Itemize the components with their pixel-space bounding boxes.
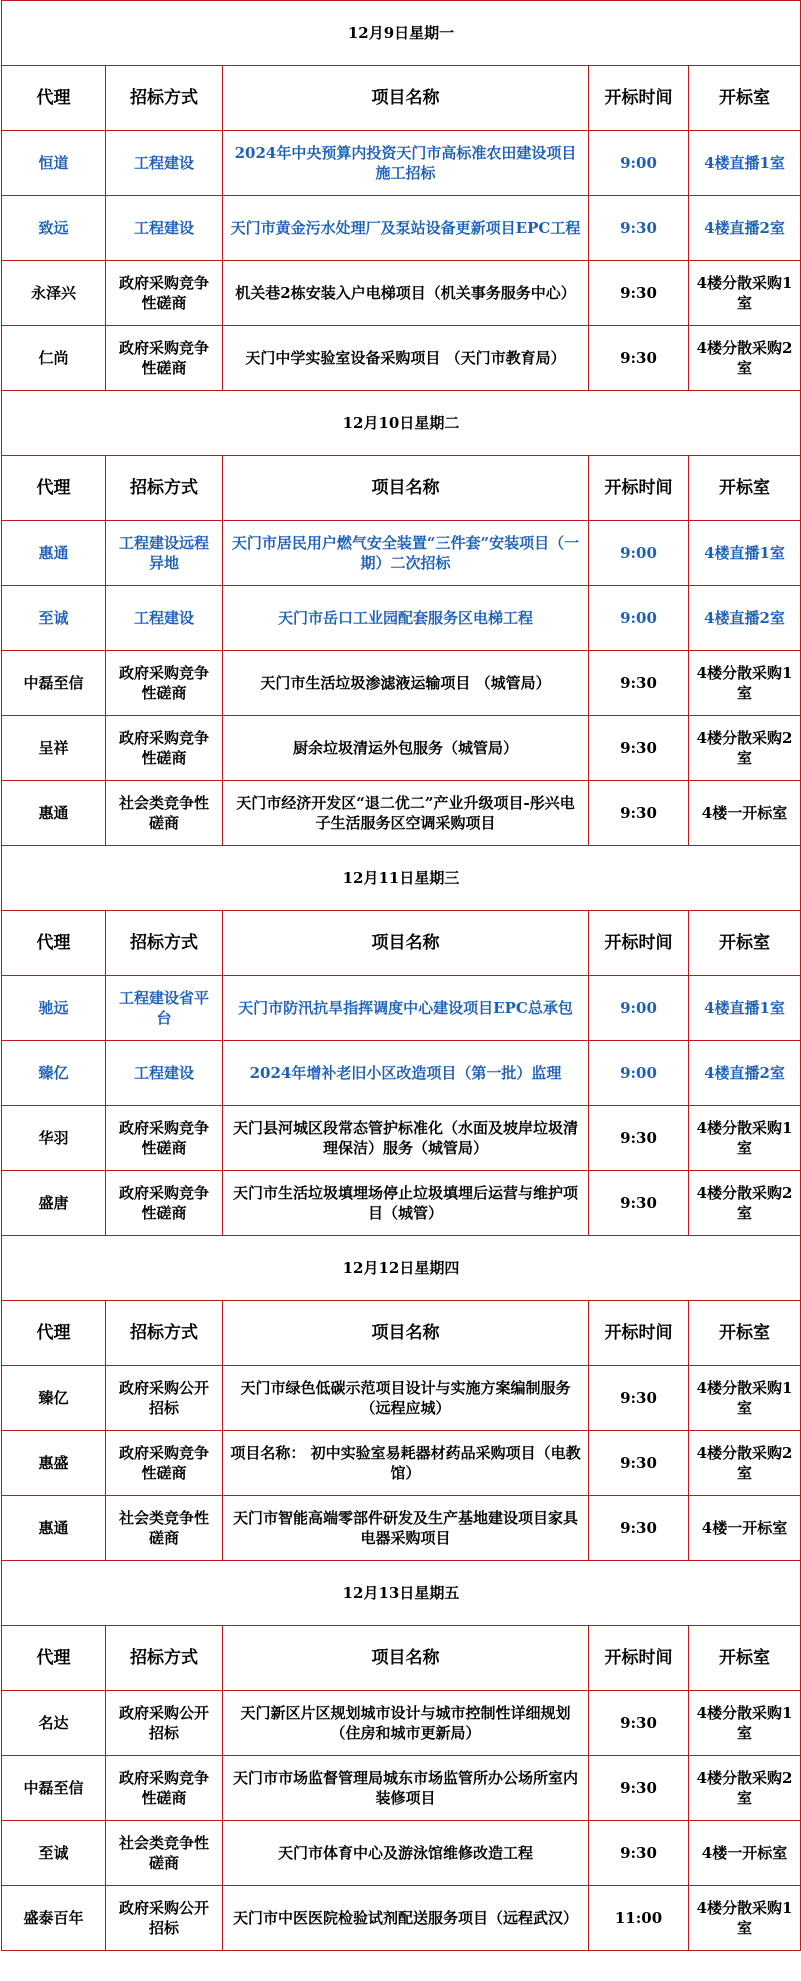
time-cell: 9:00 (589, 131, 689, 196)
method-cell: 政府采购竞争性磋商 (106, 1431, 223, 1496)
header-room: 开标室 (689, 911, 801, 976)
agent-cell: 华羽 (2, 1106, 106, 1171)
method-cell: 政府采购公开招标 (106, 1886, 223, 1951)
header-time: 开标时间 (589, 911, 689, 976)
project-cell: 天门市生活垃圾填埋场停止垃圾填埋后运营与维护项目（城管） (223, 1171, 589, 1236)
project-cell: 天门市智能高端零部件研发及生产基地建设项目家具电器采购项目 (223, 1496, 589, 1561)
table-row (2, 781, 801, 846)
time-cell: 9:30 (589, 196, 689, 261)
header-room: 开标室 (689, 1626, 801, 1691)
time-cell: 9:30 (589, 261, 689, 326)
project-cell: 天门县河城区段常态管护标准化（水面及坡岸垃圾清理保洁）服务（城管局） (223, 1106, 589, 1171)
table-row (2, 1821, 801, 1886)
time-cell: 9:30 (589, 1496, 689, 1561)
room-cell: 4楼分散采购1室 (689, 1366, 801, 1431)
method-cell: 社会类竞争性磋商 (106, 781, 223, 846)
header-room: 开标室 (689, 456, 801, 521)
room-cell: 4楼分散采购2室 (689, 1431, 801, 1496)
project-cell: 天门市市场监督管理局城东市场监管所办公场所室内装修项目 (223, 1756, 589, 1821)
table-row (2, 976, 801, 1041)
header-agent: 代理 (2, 456, 106, 521)
schedule-body (2, 1, 801, 1951)
time-cell: 9:00 (589, 1041, 689, 1106)
header-row (2, 911, 801, 976)
agent-cell: 仁尚 (2, 326, 106, 391)
method-cell: 政府采购竞争性磋商 (106, 1171, 223, 1236)
room-cell: 4楼分散采购1室 (689, 1691, 801, 1756)
header-project: 项目名称 (223, 1301, 589, 1366)
project-cell: 机关巷2栋安装入户电梯项目（机关事务服务中心） (223, 261, 589, 326)
table-row (2, 1041, 801, 1106)
day-title-row (2, 846, 801, 911)
method-cell: 政府采购竞争性磋商 (106, 716, 223, 781)
day-title: 12月10日星期二 (2, 391, 801, 456)
header-time: 开标时间 (589, 1626, 689, 1691)
agent-cell: 盛唐 (2, 1171, 106, 1236)
header-agent: 代理 (2, 1626, 106, 1691)
project-cell: 天门市中医医院检验试剂配送服务项目（远程武汉） (223, 1886, 589, 1951)
table-row (2, 196, 801, 261)
agent-cell: 致远 (2, 196, 106, 261)
agent-cell: 呈祥 (2, 716, 106, 781)
project-cell: 天门中学实验室设备采购项目 （天门市教育局） (223, 326, 589, 391)
method-cell: 社会类竞争性磋商 (106, 1496, 223, 1561)
project-cell: 天门市居民用户燃气安全装置“三件套”安装项目（一期）二次招标 (223, 521, 589, 586)
project-cell: 天门新区片区规划城市设计与城市控制性详细规划（住房和城市更新局） (223, 1691, 589, 1756)
time-cell: 9:30 (589, 1821, 689, 1886)
agent-cell: 臻亿 (2, 1041, 106, 1106)
project-cell: 天门市黄金污水处理厂及泵站设备更新项目EPC工程 (223, 196, 589, 261)
agent-cell: 中磊至信 (2, 1756, 106, 1821)
agent-cell: 中磊至信 (2, 651, 106, 716)
table-row (2, 1691, 801, 1756)
bid-schedule-table (1, 0, 801, 1951)
method-cell: 社会类竞争性磋商 (106, 1821, 223, 1886)
header-row (2, 66, 801, 131)
header-row (2, 1626, 801, 1691)
method-cell: 工程建设远程异地 (106, 521, 223, 586)
header-agent: 代理 (2, 1301, 106, 1366)
room-cell: 4楼直播2室 (689, 196, 801, 261)
room-cell: 4楼直播1室 (689, 976, 801, 1041)
method-cell: 政府采购公开招标 (106, 1366, 223, 1431)
time-cell: 9:30 (589, 1691, 689, 1756)
room-cell: 4楼分散采购1室 (689, 651, 801, 716)
header-method: 招标方式 (106, 456, 223, 521)
header-row (2, 1301, 801, 1366)
method-cell: 工程建设 (106, 1041, 223, 1106)
table-row (2, 716, 801, 781)
header-room: 开标室 (689, 1301, 801, 1366)
time-cell: 9:30 (589, 781, 689, 846)
time-cell: 9:30 (589, 1366, 689, 1431)
agent-cell: 惠通 (2, 781, 106, 846)
project-cell: 厨余垃圾清运外包服务（城管局） (223, 716, 589, 781)
day-title-row (2, 391, 801, 456)
agent-cell: 驰远 (2, 976, 106, 1041)
room-cell: 4楼分散采购1室 (689, 1106, 801, 1171)
time-cell: 9:00 (589, 586, 689, 651)
table-row (2, 521, 801, 586)
room-cell: 4楼直播2室 (689, 586, 801, 651)
method-cell: 工程建设 (106, 131, 223, 196)
day-title-row (2, 1561, 801, 1626)
room-cell: 4楼分散采购2室 (689, 1171, 801, 1236)
header-room: 开标室 (689, 66, 801, 131)
room-cell: 4楼分散采购1室 (689, 261, 801, 326)
header-time: 开标时间 (589, 1301, 689, 1366)
header-project: 项目名称 (223, 911, 589, 976)
header-project: 项目名称 (223, 1626, 589, 1691)
header-project: 项目名称 (223, 456, 589, 521)
agent-cell: 惠通 (2, 1496, 106, 1561)
table-row (2, 651, 801, 716)
agent-cell: 永泽兴 (2, 261, 106, 326)
room-cell: 4楼分散采购2室 (689, 1756, 801, 1821)
room-cell: 4楼分散采购2室 (689, 326, 801, 391)
header-method: 招标方式 (106, 66, 223, 131)
method-cell: 政府采购竞争性磋商 (106, 1106, 223, 1171)
room-cell: 4楼分散采购2室 (689, 716, 801, 781)
time-cell: 9:30 (589, 1106, 689, 1171)
room-cell: 4楼直播1室 (689, 131, 801, 196)
time-cell: 9:30 (589, 1431, 689, 1496)
header-time: 开标时间 (589, 66, 689, 131)
table-row (2, 261, 801, 326)
agent-cell: 盛泰百年 (2, 1886, 106, 1951)
time-cell: 9:30 (589, 1756, 689, 1821)
project-cell: 天门市绿色低碳示范项目设计与实施方案编制服务（远程应城） (223, 1366, 589, 1431)
table-row (2, 131, 801, 196)
method-cell: 工程建设省平台 (106, 976, 223, 1041)
day-title: 12月11日星期三 (2, 846, 801, 911)
table-row (2, 326, 801, 391)
agent-cell: 至诚 (2, 586, 106, 651)
table-row (2, 586, 801, 651)
method-cell: 政府采购竞争性磋商 (106, 261, 223, 326)
method-cell: 政府采购竞争性磋商 (106, 1756, 223, 1821)
room-cell: 4楼分散采购1室 (689, 1886, 801, 1951)
method-cell: 工程建设 (106, 586, 223, 651)
agent-cell: 惠盛 (2, 1431, 106, 1496)
header-agent: 代理 (2, 66, 106, 131)
time-cell: 11:00 (589, 1886, 689, 1951)
project-cell: 2024年增补老旧小区改造项目（第一批）监理 (223, 1041, 589, 1106)
project-cell: 2024年中央预算内投资天门市高标准农田建设项目施工招标 (223, 131, 589, 196)
table-row (2, 1756, 801, 1821)
agent-cell: 至诚 (2, 1821, 106, 1886)
room-cell: 4楼一开标室 (689, 781, 801, 846)
header-time: 开标时间 (589, 456, 689, 521)
header-method: 招标方式 (106, 1301, 223, 1366)
table-row (2, 1496, 801, 1561)
method-cell: 政府采购竞争性磋商 (106, 651, 223, 716)
time-cell: 9:30 (589, 1171, 689, 1236)
header-method: 招标方式 (106, 911, 223, 976)
room-cell: 4楼直播2室 (689, 1041, 801, 1106)
project-cell: 天门市岳口工业园配套服务区电梯工程 (223, 586, 589, 651)
room-cell: 4楼一开标室 (689, 1821, 801, 1886)
agent-cell: 臻亿 (2, 1366, 106, 1431)
table-row (2, 1431, 801, 1496)
room-cell: 4楼一开标室 (689, 1496, 801, 1561)
day-title: 12月12日星期四 (2, 1236, 801, 1301)
time-cell: 9:00 (589, 521, 689, 586)
agent-cell: 惠通 (2, 521, 106, 586)
table-row (2, 1171, 801, 1236)
day-title-row (2, 1, 801, 66)
project-cell: 天门市体育中心及游泳馆维修改造工程 (223, 1821, 589, 1886)
project-cell: 项目名称： 初中实验室易耗器材药品采购项目（电教馆） (223, 1431, 589, 1496)
method-cell: 政府采购公开招标 (106, 1691, 223, 1756)
method-cell: 工程建设 (106, 196, 223, 261)
agent-cell: 名达 (2, 1691, 106, 1756)
header-project: 项目名称 (223, 66, 589, 131)
agent-cell: 恒道 (2, 131, 106, 196)
project-cell: 天门市生活垃圾渗滤液运输项目 （城管局） (223, 651, 589, 716)
time-cell: 9:00 (589, 976, 689, 1041)
table-row (2, 1366, 801, 1431)
project-cell: 天门市防汛抗旱指挥调度中心建设项目EPC总承包 (223, 976, 589, 1041)
header-method: 招标方式 (106, 1626, 223, 1691)
header-row (2, 456, 801, 521)
header-agent: 代理 (2, 911, 106, 976)
time-cell: 9:30 (589, 651, 689, 716)
day-title: 12月13日星期五 (2, 1561, 801, 1626)
day-title-row (2, 1236, 801, 1301)
method-cell: 政府采购竞争性磋商 (106, 326, 223, 391)
time-cell: 9:30 (589, 716, 689, 781)
table-row (2, 1106, 801, 1171)
table-row (2, 1886, 801, 1951)
time-cell: 9:30 (589, 326, 689, 391)
room-cell: 4楼直播1室 (689, 521, 801, 586)
project-cell: 天门市经济开发区“退二优二”产业升级项目-彤兴电子生活服务区空调采购项目 (223, 781, 589, 846)
day-title: 12月9日星期一 (2, 1, 801, 66)
